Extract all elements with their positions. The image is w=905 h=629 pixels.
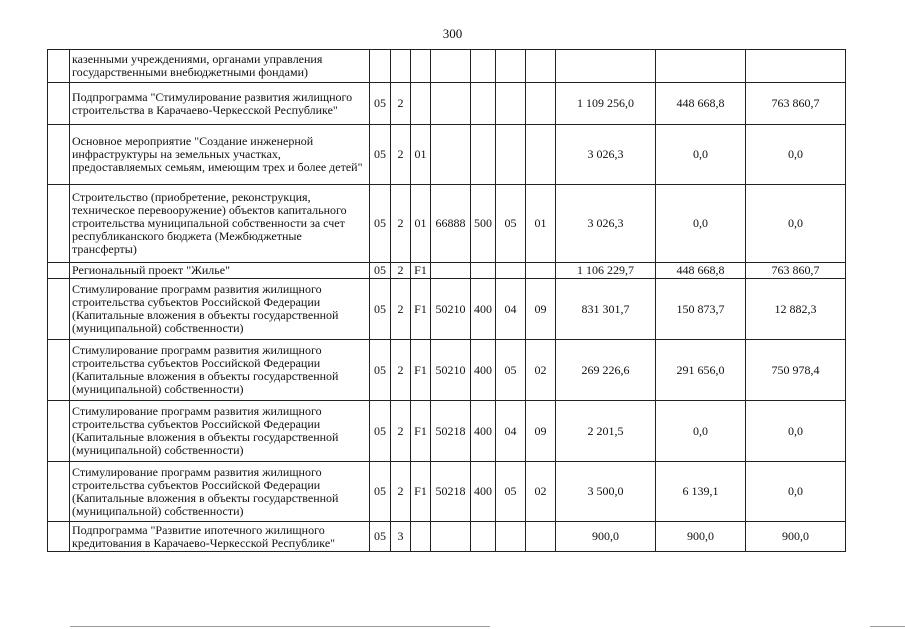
code-7 xyxy=(526,125,556,185)
code-7: 09 xyxy=(526,279,556,340)
code-6 xyxy=(496,263,526,279)
table-row xyxy=(48,279,846,340)
value-1: 831 301,7 xyxy=(556,279,656,340)
value-2: 0,0 xyxy=(656,185,746,263)
value-1: 269 226,6 xyxy=(556,340,656,401)
table-row xyxy=(48,50,846,83)
value-1: 3 026,3 xyxy=(556,185,656,263)
value-3: 900,0 xyxy=(746,522,846,552)
code-5 xyxy=(471,83,496,125)
code-1: 05 xyxy=(370,125,391,185)
code-6 xyxy=(496,50,526,83)
code-2: 2 xyxy=(391,279,411,340)
code-3 xyxy=(411,83,431,125)
scan-artifact-line xyxy=(70,626,490,627)
code-2: 2 xyxy=(391,125,411,185)
row-name: Стимулирование программ развития жилищного строительства субъектов Российской Федерации (Капитальные вложения в объекты государственной (муниципальной) собственности) xyxy=(70,279,370,340)
code-3: 01 xyxy=(411,185,431,263)
value-2: 900,0 xyxy=(656,522,746,552)
value-2 xyxy=(656,50,746,83)
page-number: 300 xyxy=(442,26,463,41)
empty-cell xyxy=(48,50,70,83)
code-6 xyxy=(496,83,526,125)
code-7 xyxy=(526,83,556,125)
value-3: 0,0 xyxy=(746,185,846,263)
code-5 xyxy=(471,125,496,185)
empty-cell xyxy=(48,401,70,462)
row-name: Стимулирование программ развития жилищного строительства субъектов Российской Федерации (Капитальные вложения в объекты государственной (муниципальной) собственности) xyxy=(70,401,370,462)
value-1: 2 201,5 xyxy=(556,401,656,462)
empty-cell xyxy=(48,83,70,125)
value-2: 0,0 xyxy=(656,401,746,462)
value-1: 900,0 xyxy=(556,522,656,552)
table-row xyxy=(48,263,846,279)
value-2: 150 873,7 xyxy=(656,279,746,340)
code-3: F1 xyxy=(411,462,431,522)
code-5: 400 xyxy=(471,279,496,340)
code-5 xyxy=(471,263,496,279)
value-1: 1 109 256,0 xyxy=(556,83,656,125)
code-5 xyxy=(471,50,496,83)
table-row xyxy=(48,185,846,263)
value-3: 0,0 xyxy=(746,401,846,462)
code-2: 2 xyxy=(391,340,411,401)
code-4: 66888 xyxy=(431,185,471,263)
value-1 xyxy=(556,50,656,83)
value-3: 12 882,3 xyxy=(746,279,846,340)
code-5: 400 xyxy=(471,401,496,462)
code-7 xyxy=(526,263,556,279)
code-3: F1 xyxy=(411,263,431,279)
code-1 xyxy=(370,50,391,83)
code-4: 50218 xyxy=(431,462,471,522)
code-4 xyxy=(431,125,471,185)
code-6: 05 xyxy=(496,462,526,522)
code-4 xyxy=(431,263,471,279)
row-name: Подпрограмма "Стимулирование развития жилищного строительства в Карачаево-Черкесской Республике" xyxy=(70,83,370,125)
budget-table xyxy=(47,49,846,552)
empty-cell xyxy=(48,263,70,279)
table-row xyxy=(48,125,846,185)
code-6 xyxy=(496,125,526,185)
code-4: 50210 xyxy=(431,340,471,401)
table-row xyxy=(48,522,846,552)
code-3: F1 xyxy=(411,340,431,401)
value-3: 0,0 xyxy=(746,462,846,522)
empty-cell xyxy=(48,522,70,552)
row-name: Стимулирование программ развития жилищного строительства субъектов Российской Федерации (Капитальные вложения в объекты государственной (муниципальной) собственности) xyxy=(70,462,370,522)
code-1: 05 xyxy=(370,185,391,263)
code-2: 2 xyxy=(391,263,411,279)
code-6 xyxy=(496,522,526,552)
code-1: 05 xyxy=(370,401,391,462)
code-7: 02 xyxy=(526,340,556,401)
scan-artifact-line xyxy=(870,626,905,627)
empty-cell xyxy=(48,125,70,185)
table-row xyxy=(48,401,846,462)
code-3 xyxy=(411,50,431,83)
code-7: 01 xyxy=(526,185,556,263)
value-3: 750 978,4 xyxy=(746,340,846,401)
value-2: 448 668,8 xyxy=(656,263,746,279)
value-3: 763 860,7 xyxy=(746,83,846,125)
code-7: 02 xyxy=(526,462,556,522)
code-5: 400 xyxy=(471,340,496,401)
empty-cell xyxy=(48,279,70,340)
code-2: 2 xyxy=(391,462,411,522)
code-6: 04 xyxy=(496,401,526,462)
value-2: 6 139,1 xyxy=(656,462,746,522)
code-6: 05 xyxy=(496,185,526,263)
code-2: 3 xyxy=(391,522,411,552)
value-2: 0,0 xyxy=(656,125,746,185)
code-7 xyxy=(526,522,556,552)
empty-cell xyxy=(48,462,70,522)
code-1: 05 xyxy=(370,522,391,552)
code-7 xyxy=(526,50,556,83)
row-name: Региональный проект "Жилье" xyxy=(70,263,370,279)
value-2: 448 668,8 xyxy=(656,83,746,125)
code-3: F1 xyxy=(411,401,431,462)
code-5: 400 xyxy=(471,462,496,522)
row-name: казенными учреждениями, органами управления государственными внебюджетными фондами) xyxy=(70,50,370,83)
value-3 xyxy=(746,50,846,83)
code-1: 05 xyxy=(370,263,391,279)
code-6: 04 xyxy=(496,279,526,340)
value-2: 291 656,0 xyxy=(656,340,746,401)
code-7: 09 xyxy=(526,401,556,462)
table-row xyxy=(48,340,846,401)
empty-cell xyxy=(48,185,70,263)
code-2 xyxy=(391,50,411,83)
code-3: F1 xyxy=(411,279,431,340)
code-4 xyxy=(431,522,471,552)
table-body xyxy=(48,50,846,552)
code-2: 2 xyxy=(391,83,411,125)
code-4 xyxy=(431,83,471,125)
row-name: Стимулирование программ развития жилищного строительства субъектов Российской Федерации (Капитальные вложения в объекты государственной (муниципальной) собственности) xyxy=(70,340,370,401)
code-2: 2 xyxy=(391,185,411,263)
code-1: 05 xyxy=(370,83,391,125)
code-4: 50218 xyxy=(431,401,471,462)
code-2: 2 xyxy=(391,401,411,462)
code-4: 50210 xyxy=(431,279,471,340)
row-name: Основное мероприятие "Создание инженерной инфраструктуры на земельных участках, предоставляемых семьям, имеющим трех и более детей" xyxy=(70,125,370,185)
table-row xyxy=(48,462,846,522)
row-name: Строительство (приобретение, реконструкция, техническое перевооружение) объектов капитального строительства муниципальной собственности за счет республиканского бюджета (Межбюджетные трансферты) xyxy=(70,185,370,263)
value-1: 1 106 229,7 xyxy=(556,263,656,279)
empty-cell xyxy=(48,340,70,401)
code-1: 05 xyxy=(370,279,391,340)
table-row xyxy=(48,83,846,125)
code-1: 05 xyxy=(370,462,391,522)
value-1: 3 500,0 xyxy=(556,462,656,522)
value-3: 763 860,7 xyxy=(746,263,846,279)
value-1: 3 026,3 xyxy=(556,125,656,185)
code-3: 01 xyxy=(411,125,431,185)
code-6: 05 xyxy=(496,340,526,401)
value-3: 0,0 xyxy=(746,125,846,185)
code-5 xyxy=(471,522,496,552)
code-5: 500 xyxy=(471,185,496,263)
code-4 xyxy=(431,50,471,83)
code-3 xyxy=(411,522,431,552)
row-name: Подпрограмма "Развитие ипотечного жилищного кредитования в Карачаево-Черкесской Республике" xyxy=(70,522,370,552)
code-1: 05 xyxy=(370,340,391,401)
